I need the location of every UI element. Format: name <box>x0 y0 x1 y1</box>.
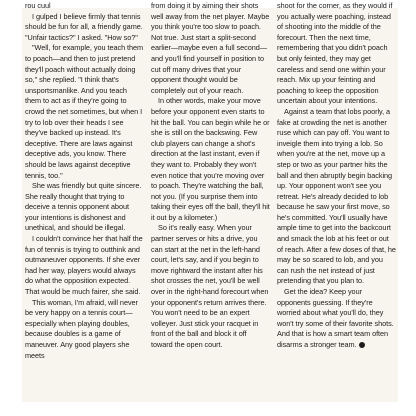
end-of-article-icon <box>359 342 365 348</box>
paragraph: Against a team that lobs poorly, a fake at crowding the net is another ruse which can pay off. You want to inveigle them into trying a lob. So when you're at the net, move up a step or two as your partner hits the ball and then abruptly begin backing up. Your opponent won't see you retreat. He's already decided to lob because he saw your first move, so he's committed. You'll usually have ample time to get into the backcourt and smack the lob at his feet or out of reach. After a few doses of that, he may be so scared to lob, and you can rush the net instead of just pretending that you plan to. <box>277 106 396 286</box>
paragraph: This woman, I'm afraid, will never be very happy on a tennis court—especially when playing doubles, because doubles is a game of maneuver. Any good players she meets <box>25 297 138 360</box>
paragraph-text: Get the idea? Keep your opponents guessing. If they're worried about what you'll do, they won't try some of their favorite shots. And that is how a smart team often disarms a stronger team. <box>277 287 394 349</box>
paragraph: rou cuul <box>25 1 51 10</box>
article-column-1 <box>25 1 144 361</box>
paragraph-final <box>277 287 396 351</box>
paragraph: She was friendly but quite sincere. She really thought that trying to deceive a tennis opponent about your intentions is dishonest and unethical, and should be illegal. <box>25 181 142 233</box>
magazine-page <box>22 1 398 402</box>
article-column-2 <box>151 1 270 351</box>
article-column-3 <box>277 1 396 351</box>
paragraph: In other words, make your move before your opponent even starts to hit the ball. You can begin while he or she is still on the backswing. Few club players can change a shot's direction at the last instant, even if they want to. Probably they won't even notice that you're moving over to poach. They're watching the ball, not you. (If you surprise them into taking their eyes off the ball, they'll hit it out by a kilometer.) <box>151 96 270 222</box>
paragraph: from doing it by aiming their shots well away from the net player. Maybe you think you're too slow to poach. Not true. Just start a split-second earlier—maybe even a full second—and you'll find yourself in position to cut off many drives that your opponent thought would be completely out of your reach. <box>151 1 270 95</box>
paragraph: shoot for the corner, as they would if you actually were poaching, instead of shooting into the middle of the forecourt. Then the next time, remembering that you didn't poach but only feinted, they may get careless and send one within your reach. Mix up your feinting and poaching to keep the opposition uncertain about your intentions. <box>277 1 393 106</box>
paragraph: I gulped I believe firmly that tennis should be fun for all, a friendly game. "Unfair tactics?" I asked. "How so?" <box>25 11 143 42</box>
paragraph: "Well, for example, you teach them to poach—and then to just pretend they'll poach without actually doing so," she replied. "I think that's unsportsmanlike. And you teach them to act as if they're going to crowd the net sometimes, but when I try to lob over their heads I see they've backed up instead. It's deceptive. There are laws against deceptive ads, you know. There should be laws against deceptive tennis, too." <box>25 43 144 180</box>
paragraph: So it's really easy. When your partner serves or hits a drive, you can start at the net in the left-hand court, let's say, and if you begin to move rightward the instant after his shot crosses the net, you'll be well over in the right-hand forecourt when your opponent's return arrives there. You won't need to be an expert volleyer. Just stick your racquet in front of the ball and block it off toward the open court. <box>151 223 269 349</box>
paragraph: I couldn't convince her that half the fun of tennis is trying to outthink and outmaneuver opponents. If she ever had her way, players would always do what the opposition expected. That would be much fairer, she said. <box>25 234 143 297</box>
